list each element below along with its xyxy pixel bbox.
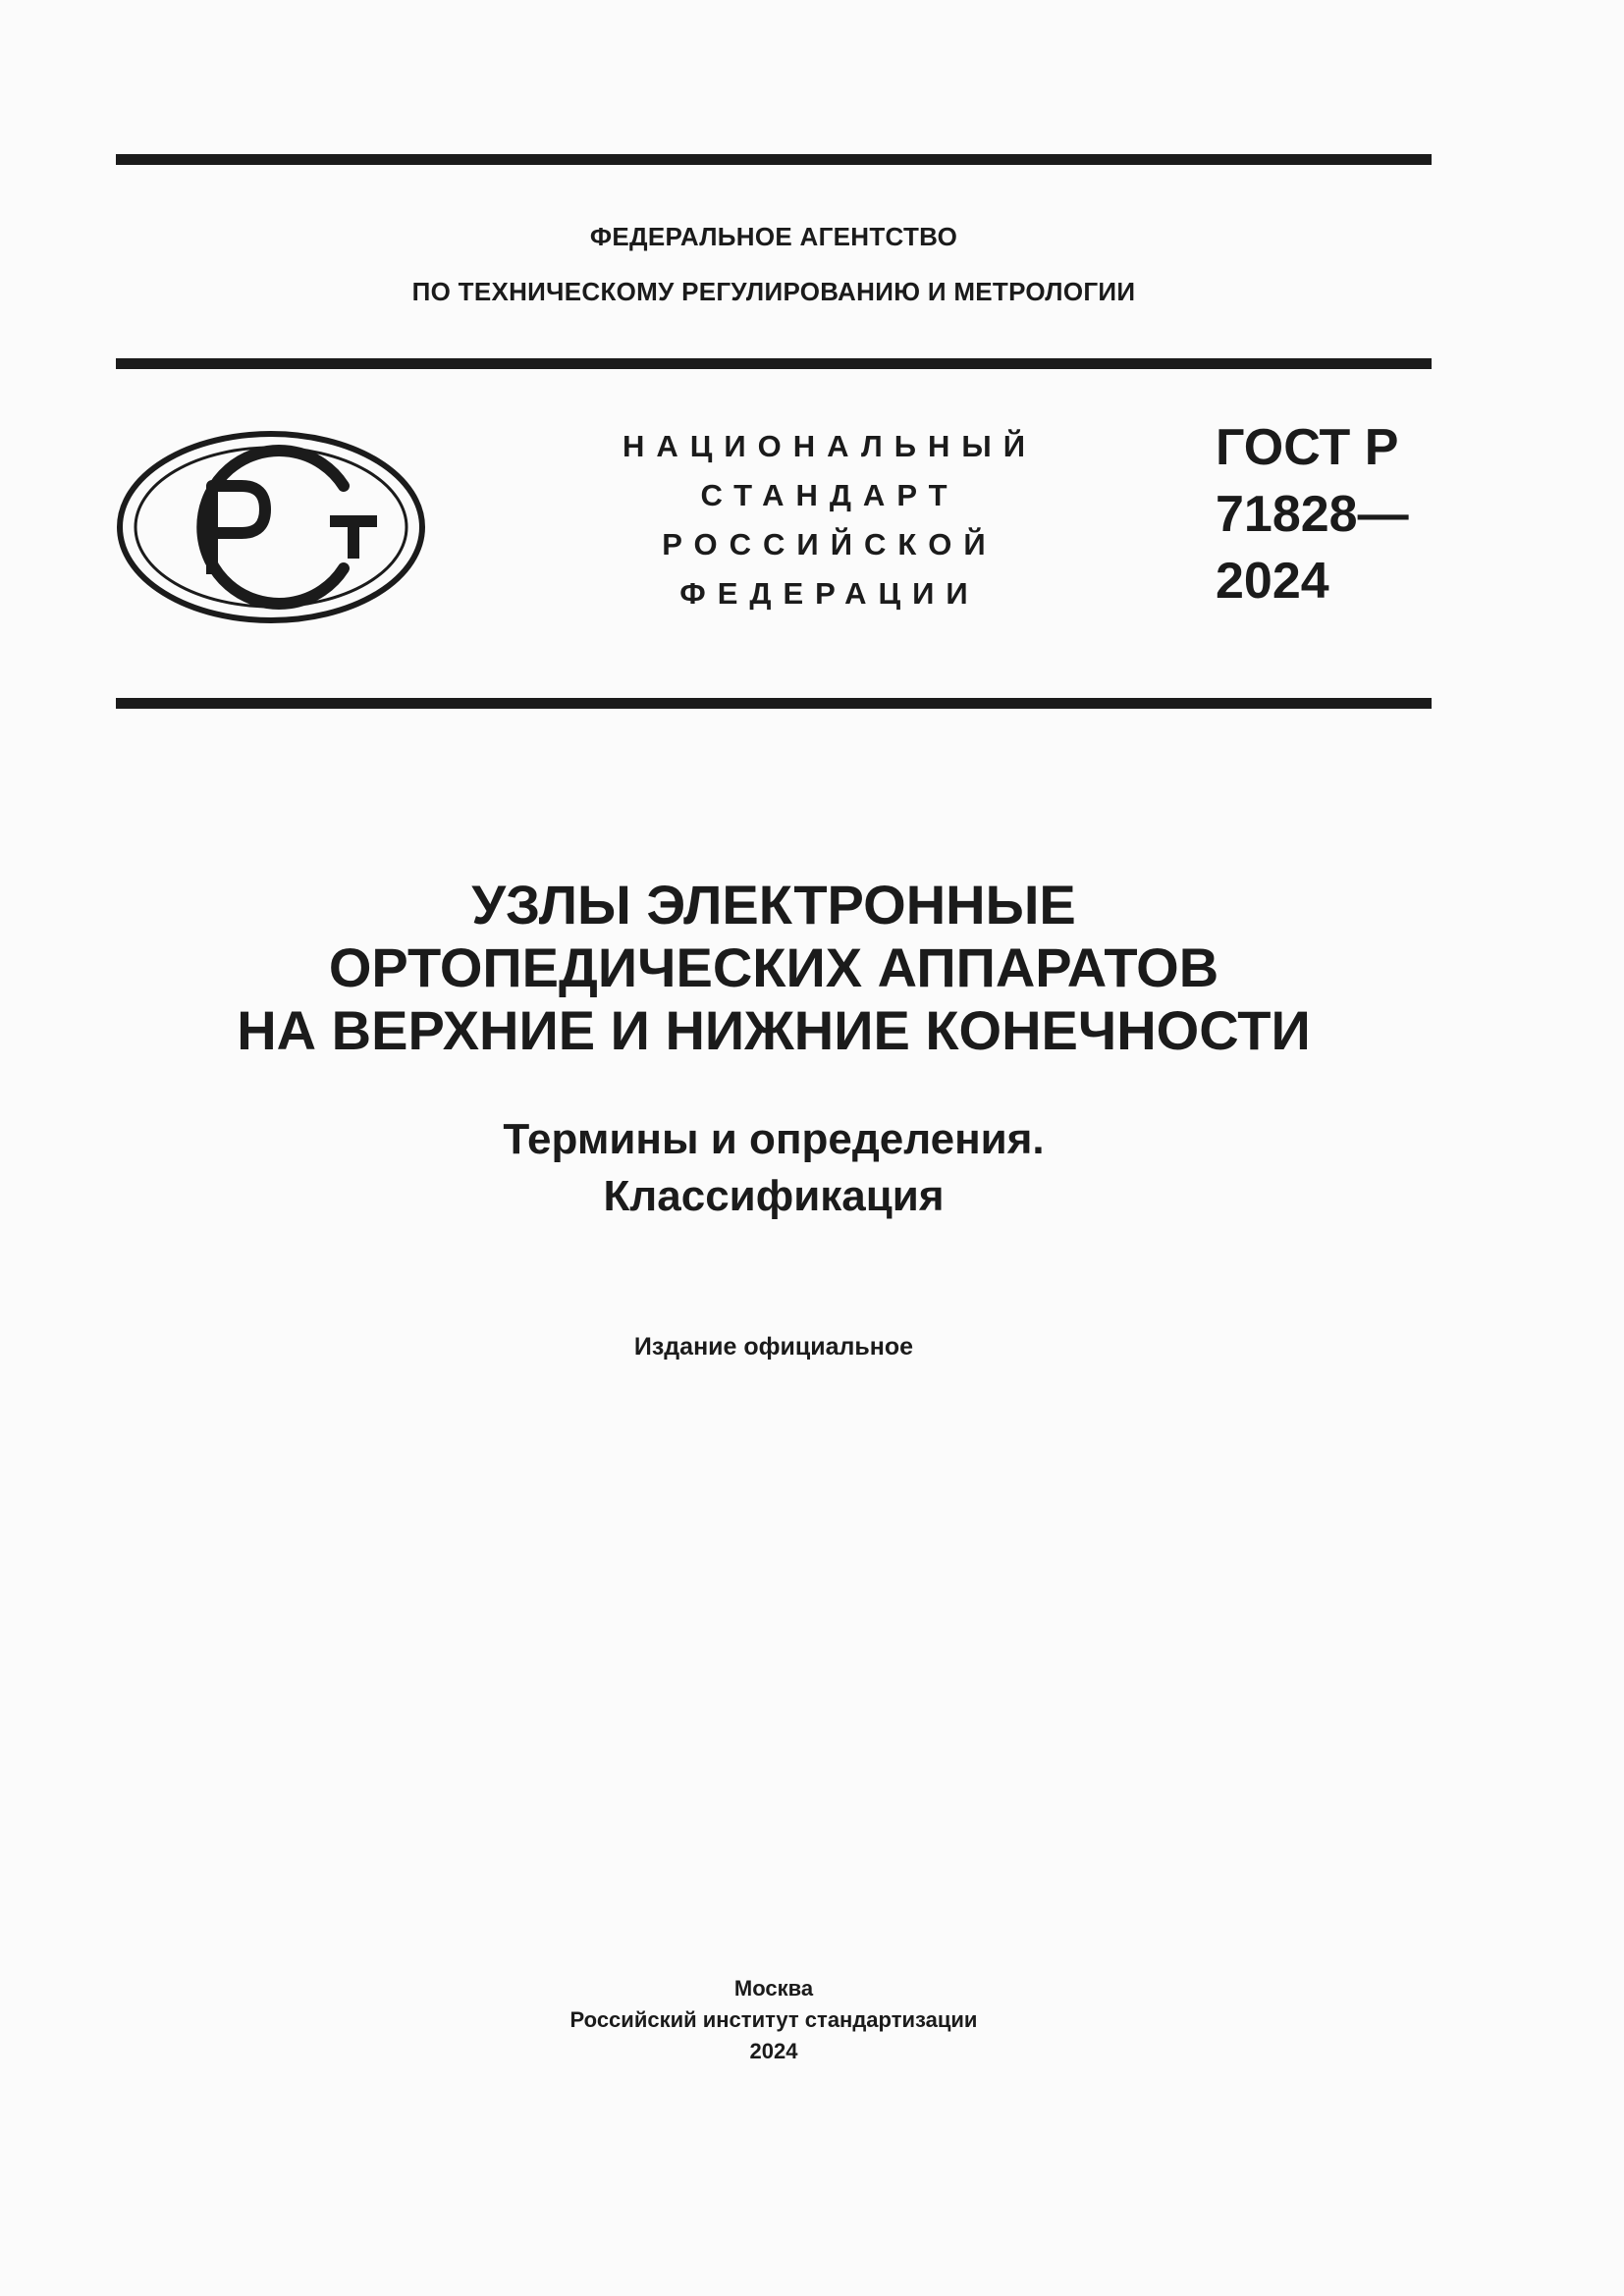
standard-designation	[1216, 414, 1409, 614]
subtitle-line2: Классификация	[603, 1172, 945, 1220]
standard-type-line3: РОССИЙСКОЙ	[662, 527, 998, 561]
standard-type	[589, 422, 1070, 618]
imprint-publisher: Российский институт стандартизации	[569, 2007, 978, 2032]
document-subtitle	[116, 1111, 1432, 1225]
agency-name-line1: ФЕДЕРАЛЬНОЕ АГЕНТСТВО	[589, 222, 958, 251]
title-line2: ОРТОПЕДИЧЕСКИХ АППАРАТОВ	[328, 936, 1219, 998]
document-title	[116, 874, 1432, 1062]
title-line1: УЗЛЫ ЭЛЕКТРОННЫЕ	[471, 874, 1076, 935]
imprint-city: Москва	[733, 1976, 814, 2001]
agency-name-line2: ПО ТЕХНИЧЕСКОМУ РЕГУЛИРОВАНИЮ И МЕТРОЛОГИИ	[411, 277, 1136, 306]
logo-section-divider	[116, 698, 1432, 709]
imprint	[116, 1973, 1432, 2067]
standard-type-line2: СТАНДАРТ	[700, 478, 959, 512]
standard-type-line1: НАЦИОНАЛЬНЫЙ	[622, 429, 1038, 463]
imprint-year: 2024	[749, 2039, 798, 2063]
edition-note: Издание официальное	[633, 1333, 914, 1361]
rst-certification-logo-icon	[116, 429, 426, 625]
header-divider	[116, 358, 1432, 369]
top-rule	[116, 154, 1432, 165]
designation-line1: ГОСТ Р	[1216, 419, 1399, 476]
designation-line3: 2024	[1216, 553, 1329, 610]
title-line3: НА ВЕРХНИЕ И НИЖНИЕ КОНЕЧНОСТИ	[237, 999, 1311, 1061]
standard-type-line4: ФЕДЕРАЦИИ	[679, 576, 980, 611]
designation-line2: 71828—	[1216, 486, 1409, 543]
subtitle-line1: Термины и определения.	[503, 1115, 1045, 1163]
